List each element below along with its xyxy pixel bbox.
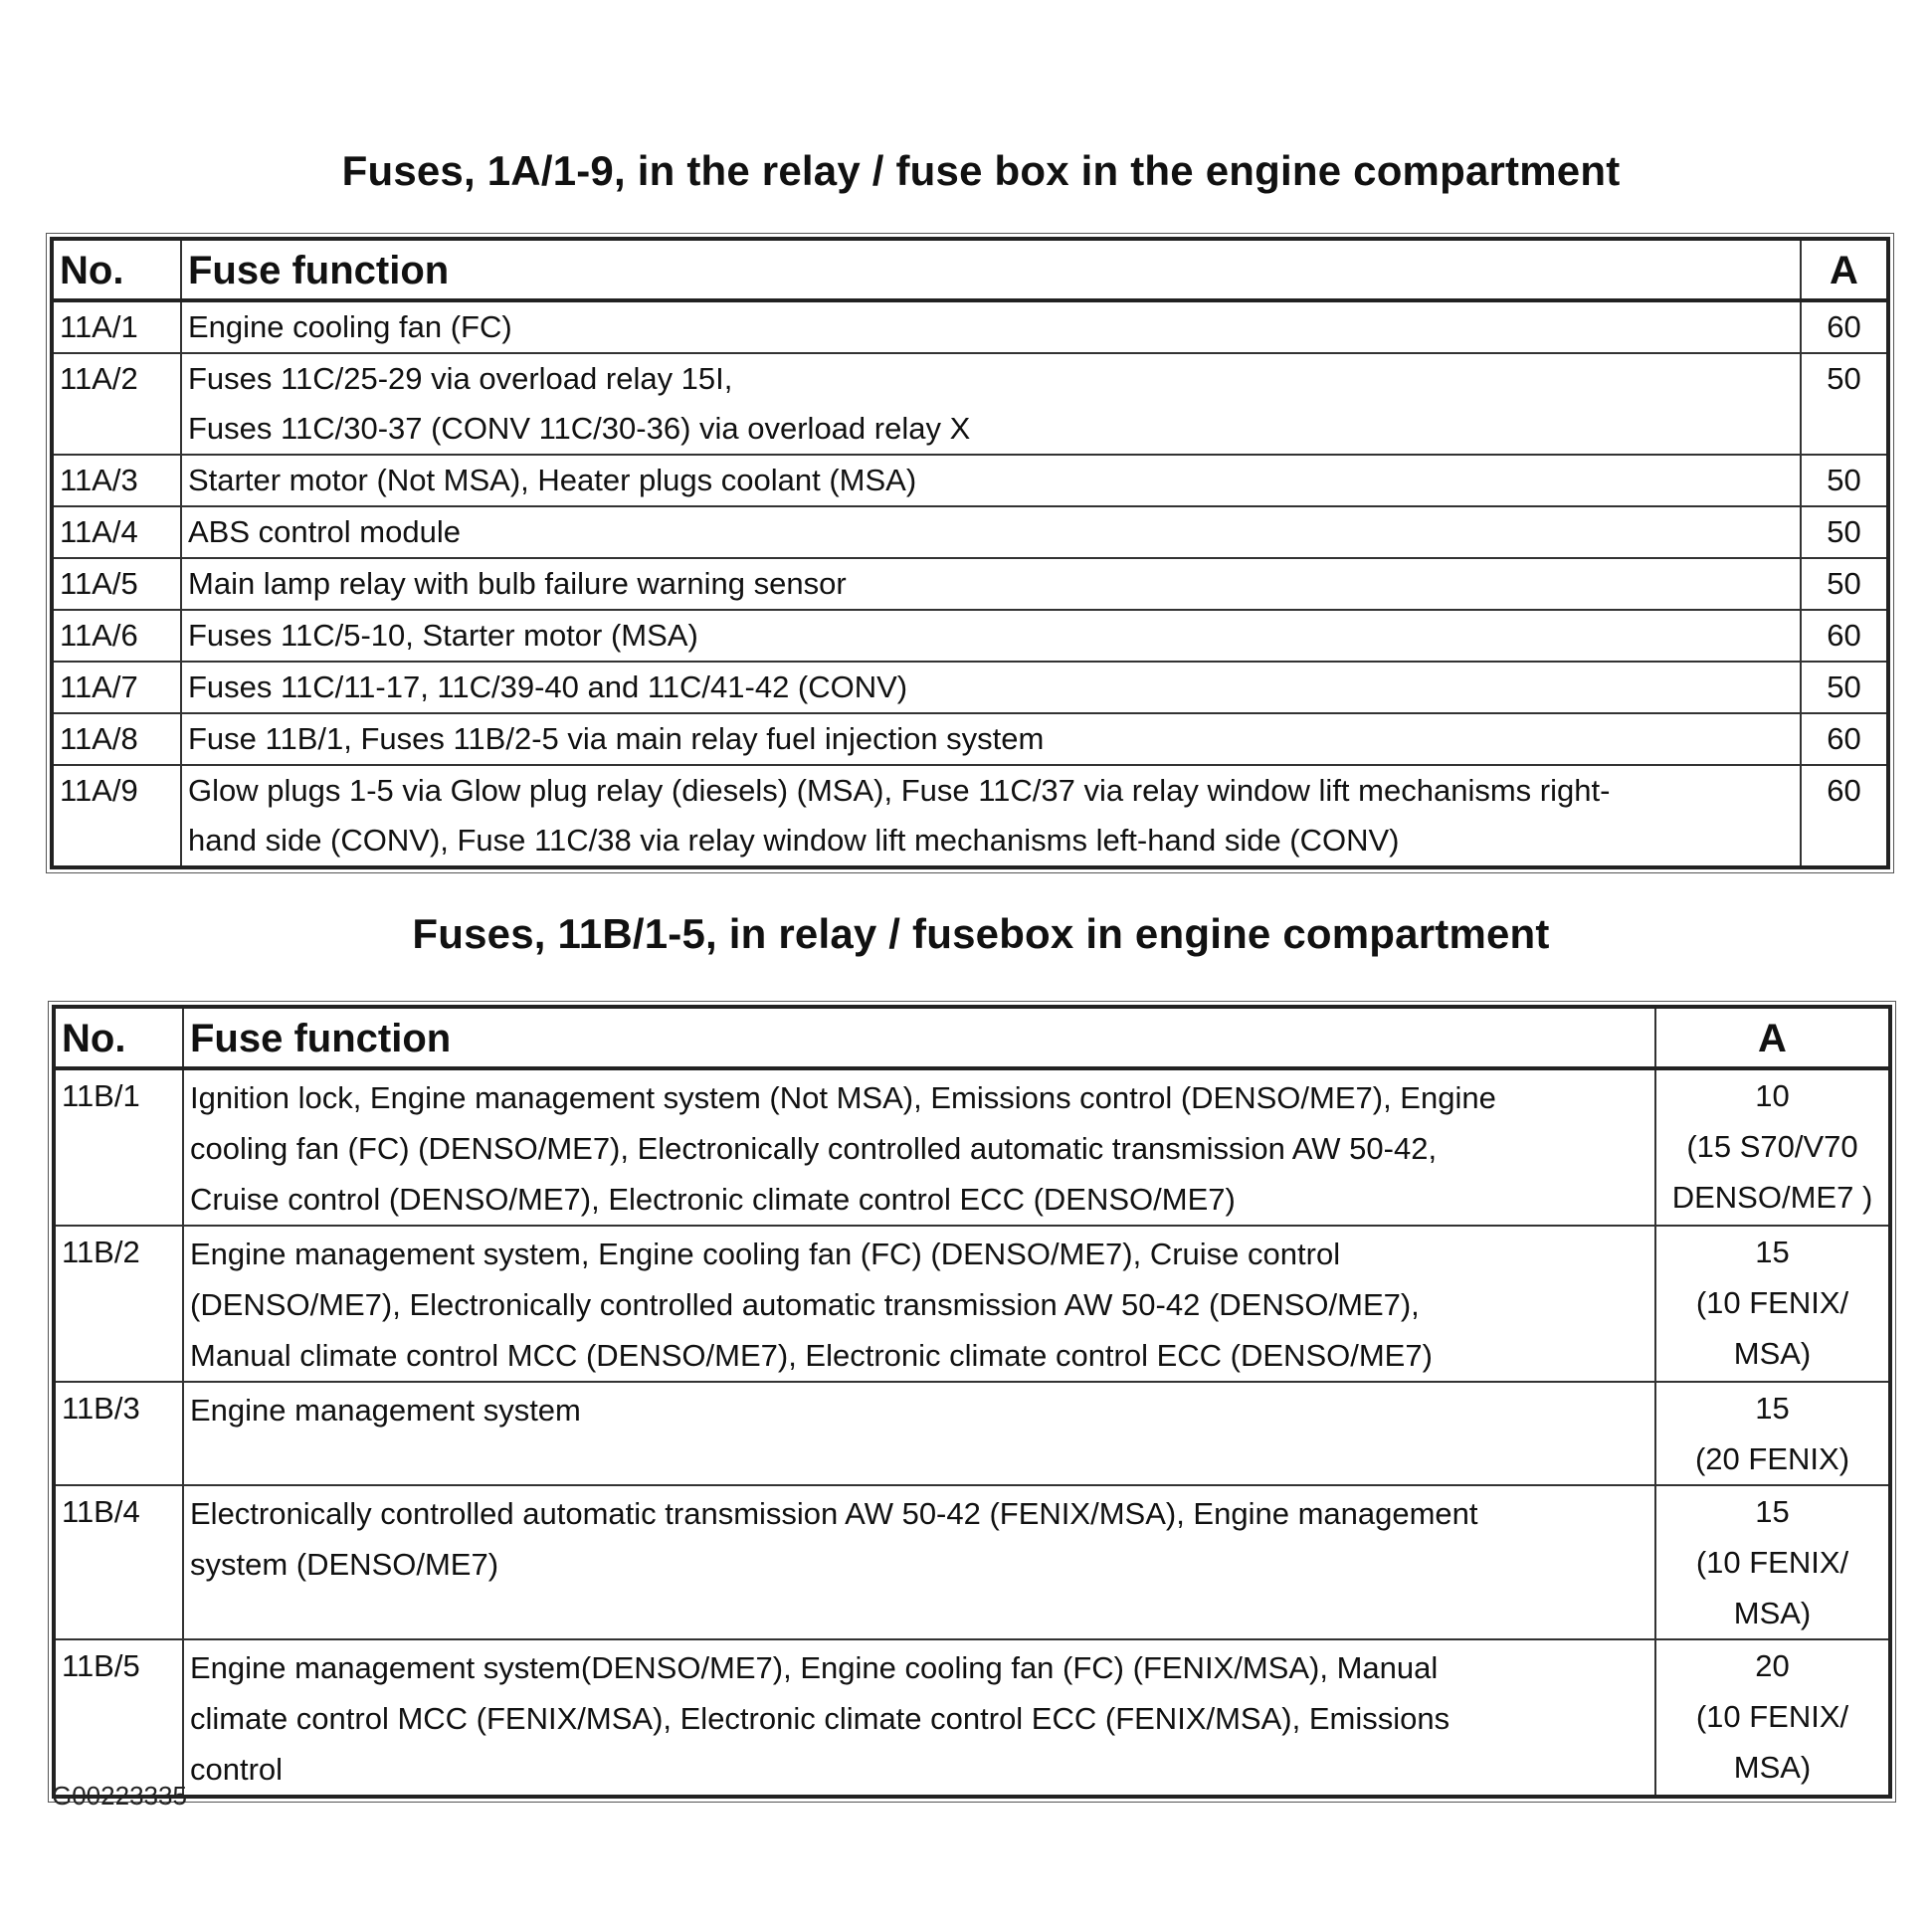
fuse-function-line: climate control MCC (FENIX/MSA), Electronic climate control ECC (FENIX/MSA), Emissions <box>190 1701 1450 1736</box>
fuse-function <box>181 662 1801 713</box>
fuse-amperage-line: 60 <box>1827 721 1861 756</box>
fuse-function <box>181 455 1801 506</box>
fuse-amperage-line: 60 <box>1827 309 1861 344</box>
fuse-number: 11B/3 <box>54 1382 183 1485</box>
fuse-table-11a <box>50 237 1890 869</box>
fuse-amperage <box>1801 455 1888 506</box>
fuse-number: 11A/7 <box>52 662 181 713</box>
fuse-number: 11B/5 <box>54 1639 183 1797</box>
header-function: Fuse function <box>183 1007 1655 1068</box>
fuse-amperage <box>1801 765 1888 867</box>
header-function: Fuse function <box>181 239 1801 300</box>
fuse-function-line: Fuses 11C/30-37 (CONV 11C/30-36) via overload relay X <box>188 411 971 446</box>
fuse-function-line: ABS control module <box>188 514 461 549</box>
fuse-amperage-line: MSA) <box>1733 1596 1812 1630</box>
fuse-amperage-line: 50 <box>1827 514 1861 549</box>
fuse-function <box>183 1485 1655 1639</box>
fuse-amperage <box>1655 1226 1890 1382</box>
table-row <box>54 1639 1890 1797</box>
table-row <box>52 713 1888 765</box>
table-row <box>52 610 1888 662</box>
fuse-function <box>181 300 1801 353</box>
fuse-amperage <box>1801 300 1888 353</box>
fuse-amperage <box>1655 1068 1890 1226</box>
fuse-function-line: Engine cooling fan (FC) <box>188 309 512 344</box>
fuse-function-line: Electronically controlled automatic transmission AW 50-42 (FENIX/MSA), Engine management <box>190 1496 1478 1531</box>
fuse-amperage <box>1801 610 1888 662</box>
fuse-function-line: Starter motor (Not MSA), Heater plugs coolant (MSA) <box>188 463 917 497</box>
fuse-amperage-line: (10 FENIX/ <box>1695 1699 1849 1734</box>
fuse-function-line: (DENSO/ME7), Electronically controlled automatic transmission AW 50-42 (DENSO/ME7), <box>190 1287 1420 1322</box>
fuse-function-line: system (DENSO/ME7) <box>190 1547 499 1582</box>
header-amp: A <box>1655 1007 1890 1068</box>
header-no: No. <box>52 239 181 300</box>
table-row <box>54 1485 1890 1639</box>
table-row <box>52 300 1888 353</box>
table2-title: Fuses, 11B/1-5, in relay / fusebox in engine compartment <box>412 910 1550 957</box>
fuse-amperage-line: 15 <box>1755 1494 1790 1529</box>
fuse-number: 11A/5 <box>52 558 181 610</box>
fuse-amperage-line: 50 <box>1827 463 1861 497</box>
fuse-function-line: Fuses 11C/11-17, 11C/39-40 and 11C/41-42 (CONV) <box>188 669 908 704</box>
fuse-amperage <box>1801 713 1888 765</box>
fuse-function <box>181 353 1801 455</box>
fuse-amperage-line: 10 <box>1755 1078 1790 1113</box>
fuse-amperage-line: 60 <box>1827 773 1861 808</box>
fuse-amperage-line: 50 <box>1827 669 1861 704</box>
fuse-amperage <box>1801 558 1888 610</box>
fuse-amperage-line: (10 FENIX/ <box>1695 1285 1849 1320</box>
fuse-function-line: Engine management system, Engine cooling fan (FC) (DENSO/ME7), Cruise control <box>190 1237 1341 1271</box>
fuse-amperage-line: MSA) <box>1733 1750 1812 1785</box>
table-row <box>52 662 1888 713</box>
header-amp: A <box>1801 239 1888 300</box>
table-row <box>54 1226 1890 1382</box>
fuse-number: 11A/1 <box>52 300 181 353</box>
table-row <box>54 1068 1890 1226</box>
table-row <box>52 455 1888 506</box>
fuse-function <box>183 1226 1655 1382</box>
fuse-amperage-line: 20 <box>1755 1648 1790 1683</box>
fuse-number: 11A/8 <box>52 713 181 765</box>
table-row <box>54 1382 1890 1485</box>
table-header-row <box>52 239 1888 300</box>
fuse-number: 11A/9 <box>52 765 181 867</box>
fuse-amperage-line: 50 <box>1827 566 1861 601</box>
fuse-amperage-line: 15 <box>1755 1235 1790 1269</box>
fuse-amperage <box>1655 1639 1890 1797</box>
fuse-function <box>181 506 1801 558</box>
fuse-function-line: Engine management system <box>190 1393 581 1428</box>
fuse-number: 11B/2 <box>54 1226 183 1382</box>
fuse-amperage <box>1801 662 1888 713</box>
fuse-function-line: cooling fan (FC) (DENSO/ME7), Electronically controlled automatic transmission AW 50-42, <box>190 1131 1438 1166</box>
fuse-function-line: Fuses 11C/5-10, Starter motor (MSA) <box>188 618 698 653</box>
fuse-number: 11A/2 <box>52 353 181 455</box>
fuse-function-line: Fuse 11B/1, Fuses 11B/2-5 via main relay fuel injection system <box>188 721 1045 756</box>
fuse-function-line: control <box>190 1752 284 1787</box>
fuse-amperage-line: (15 S70/V70 <box>1686 1129 1858 1164</box>
fuse-function-line: Manual climate control MCC (DENSO/ME7), Electronic climate control ECC (DENSO/ME7) <box>190 1338 1433 1373</box>
fuse-function <box>183 1639 1655 1797</box>
fuse-function-line: hand side (CONV), Fuse 11C/38 via relay window lift mechanisms left-hand side (CONV) <box>188 823 1400 858</box>
fuse-amperage-line: MSA) <box>1733 1336 1812 1371</box>
figure-code: G00223335 <box>52 1781 187 1811</box>
fuse-function-line: Main lamp relay with bulb failure warning sensor <box>188 566 847 601</box>
table1-title: Fuses, 1A/1-9, in the relay / fuse box in the engine compartment <box>341 147 1621 194</box>
fuse-function <box>181 558 1801 610</box>
fuse-function <box>183 1068 1655 1226</box>
table-row <box>52 765 1888 867</box>
fuse-amperage-line: 50 <box>1827 361 1861 396</box>
fuse-amperage-line: 15 <box>1755 1391 1790 1426</box>
fuse-function <box>183 1382 1655 1485</box>
fuse-function <box>181 765 1801 867</box>
fuse-amperage-line: DENSO/ME7 ) <box>1671 1180 1873 1215</box>
fuse-function-line: Glow plugs 1-5 via Glow plug relay (diesels) (MSA), Fuse 11C/37 via relay window lift mechanisms right- <box>188 773 1611 808</box>
table-row <box>52 558 1888 610</box>
fuse-amperage <box>1655 1485 1890 1639</box>
fuse-table-11b <box>52 1005 1892 1799</box>
fuse-function <box>181 713 1801 765</box>
table-row <box>52 506 1888 558</box>
fuse-function-line: Ignition lock, Engine management system (Not MSA), Emissions control (DENSO/ME7), Engine <box>190 1080 1496 1115</box>
fuse-function-line: Fuses 11C/25-29 via overload relay 15I, <box>188 361 733 396</box>
fuse-number: 11A/4 <box>52 506 181 558</box>
fuse-number: 11B/1 <box>54 1068 183 1226</box>
fuse-function-line: Cruise control (DENSO/ME7), Electronic climate control ECC (DENSO/ME7) <box>190 1182 1236 1217</box>
table-header-row <box>54 1007 1890 1068</box>
fuse-amperage-line: (10 FENIX/ <box>1695 1545 1849 1580</box>
fuse-amperage <box>1801 506 1888 558</box>
table-row <box>52 353 1888 455</box>
header-no: No. <box>54 1007 183 1068</box>
fuse-amperage-line: (20 FENIX) <box>1694 1441 1850 1476</box>
fuse-number: 11B/4 <box>54 1485 183 1639</box>
fuse-number: 11A/3 <box>52 455 181 506</box>
fuse-number: 11A/6 <box>52 610 181 662</box>
fuse-function <box>181 610 1801 662</box>
fuse-amperage-line: 60 <box>1827 618 1861 653</box>
fuse-amperage <box>1801 353 1888 455</box>
fuse-function-line: Engine management system(DENSO/ME7), Engine cooling fan (FC) (FENIX/MSA), Manual <box>190 1650 1439 1685</box>
fuse-amperage <box>1655 1382 1890 1485</box>
